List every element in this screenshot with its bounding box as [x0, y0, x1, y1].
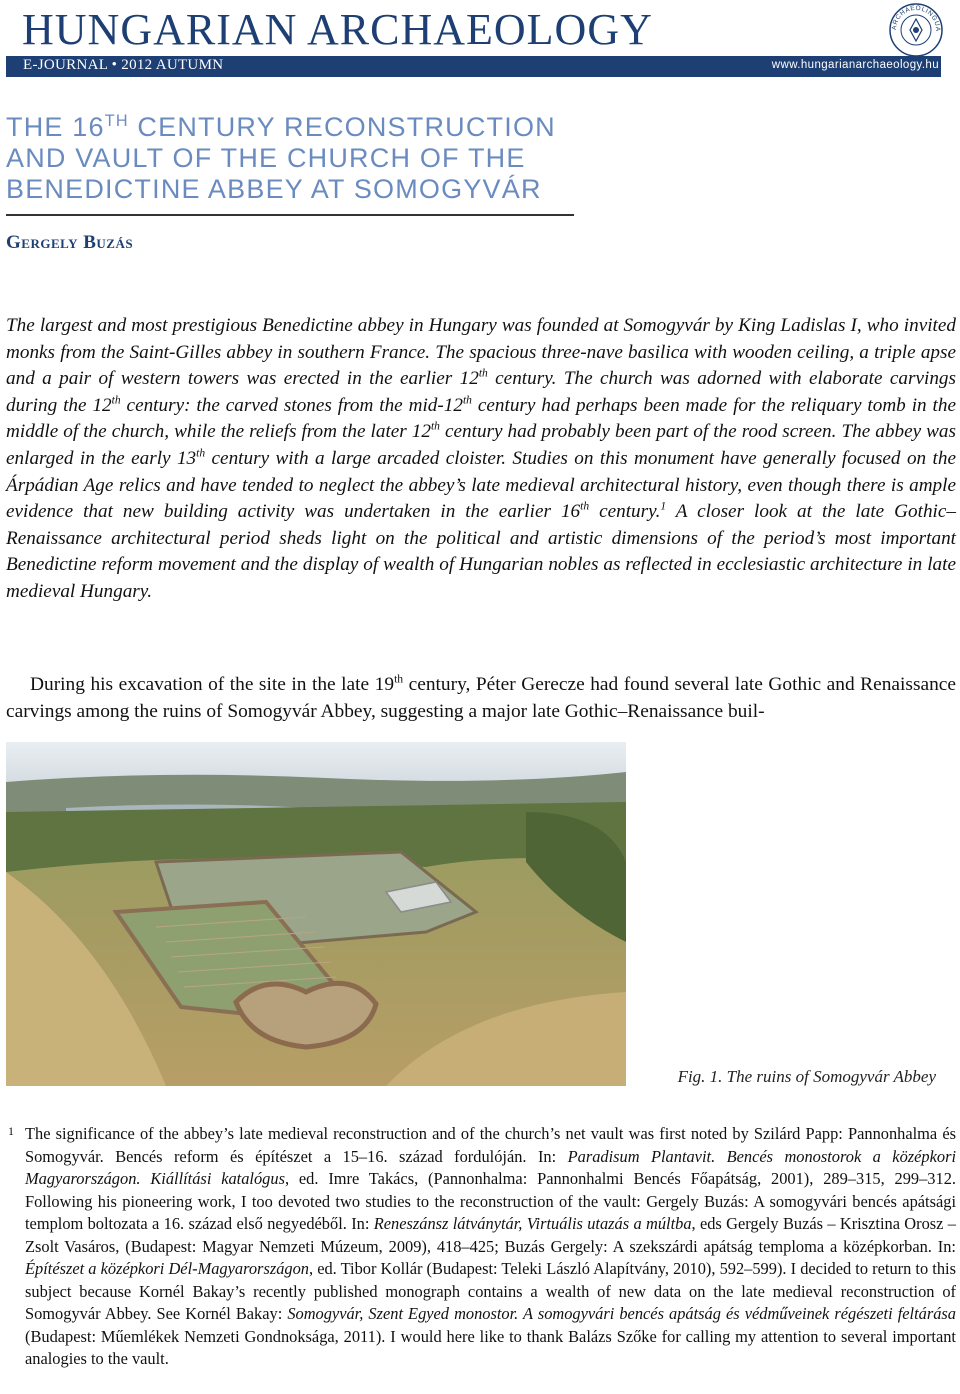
- svg-text:ARCHAEOLINGUA: ARCHAEOLINGUA: [890, 4, 942, 32]
- journal-edition: E-JOURNAL • 2012 AUTUMN: [23, 57, 224, 73]
- author-name: Gergely Buzás: [6, 232, 134, 253]
- title-line-3: BENEDICTINE ABBEY AT SOMOGYVÁR: [6, 174, 542, 204]
- article-title: [6, 112, 556, 205]
- archaeolingua-seal-icon: [888, 2, 944, 58]
- footnote-ref-1[interactable]: 1: [660, 500, 667, 513]
- journal-url-link[interactable]: www.hungarianarchaeology.hu: [771, 59, 939, 71]
- title-line-1: THE 16TH CENTURY RECONSTRUCTION: [6, 112, 556, 142]
- footnote-1: [6, 1123, 956, 1371]
- journal-title: HUNGARIAN ARCHAEOLOGY: [22, 5, 653, 54]
- body-paragraph: During his excavation of the site in the late 19th century, Péter Gerecze had found several late Gothic and Renaissance carvings among the ruins of Somogyvár Abbey, suggesting a major late Gothic–Renaissance buil-: [6, 672, 957, 722]
- journal-bar: [6, 56, 941, 77]
- abbey-ruins-photo: [6, 742, 626, 1086]
- title-line-2: AND VAULT OF THE CHURCH OF THE: [6, 143, 526, 173]
- title-rule: [6, 214, 574, 216]
- footnote-number: 1: [8, 1124, 14, 1138]
- footnote-text: The significance of the abbey’s late medieval reconstruction and of the church’s net vault was first noted by Szilárd Papp: Pannonhalma és Somogyvár. Bencés reform és építészet a 15–16. század fordulóján. In: Paradisum Plantavit. Bencés monostorok a középkori Magyarországon. Kiállítási katalógus, ed. Imre Takács, (Pannonhalma: Pannonhalmi Bencés Főapátság, 2001), 289–315, 299–312. Following his pioneering work, I too devoted two studies to the reconstruction of the vault: Gergely Buzás: A somogyvári bencés apátsági templom boltozata a 16. század első negyedéből. In: Reneszánsz látványtár, Virtuális utazás a múltba, eds Gergely Buzás – Krisztina Orosz – Zsolt Vasáros, (Budapest: Magyar Nemzeti Múzeum, 2009), 418–425; Buzás Gergely: A szekszárdi apátság temploma a középkorban. In: Építészet a középkori Dél-Magyarországon, ed. Tibor Kollár (Budapest: Teleki László Alapítvány, 2010), 592–599). I decided to return to this subject because Kornél Bakay’s recently published monograph contains a wealth of new data on the late medieval reconstruction of Somogyvár Abbey. See Kornél Bakay: Somogyvár, Szent Egyed monostor. A somogyvári bencés apátság és védműveinek régészeti feltárása (Budapest: Műemlékek Nemzeti Gondnoksága, 2011). I would here like to thank Balázs Szőke for calling my attention to several important analogies to the vault.: [25, 1124, 957, 1368]
- figure-caption: Fig. 1. The ruins of Somogyvár Abbey: [677, 1067, 936, 1086]
- abstract: The largest and most prestigious Benedictine abbey in Hungary was founded at Somogyvár by King Ladislas I, who invited monks from the Saint-Gilles abbey in southern France. The spacious three-nave basilica with wooden ceiling, a triple apse and a pair of western towers was erected in the earlier 12th century. The church was adorned with elaborate carvings during the 12th century: the carved stones from the mid-12th century had perhaps been made for the reliquary tomb in the middle of the church, while the reliefs from the later 12th century had probably been part of the rood screen. The abbey was enlarged in the early 13th century with a large arcaded cloister. Studies on this monument have generally focused on the Árpádian Age relics and have tended to neglect the abbey’s late medieval architectural history, even though there is ample evidence that new building activity was undertaken in the earlier 16th century.$^1$ A closer look at the late Gothic–Renaissance architectural period sheds light on the political and artistic dimensions of the period’s most important Benedictine reform movement and the display of wealth of Hungarian nobles as reflected in ecclesiastic architecture in late medieval Hungary.: [6, 315, 956, 602]
